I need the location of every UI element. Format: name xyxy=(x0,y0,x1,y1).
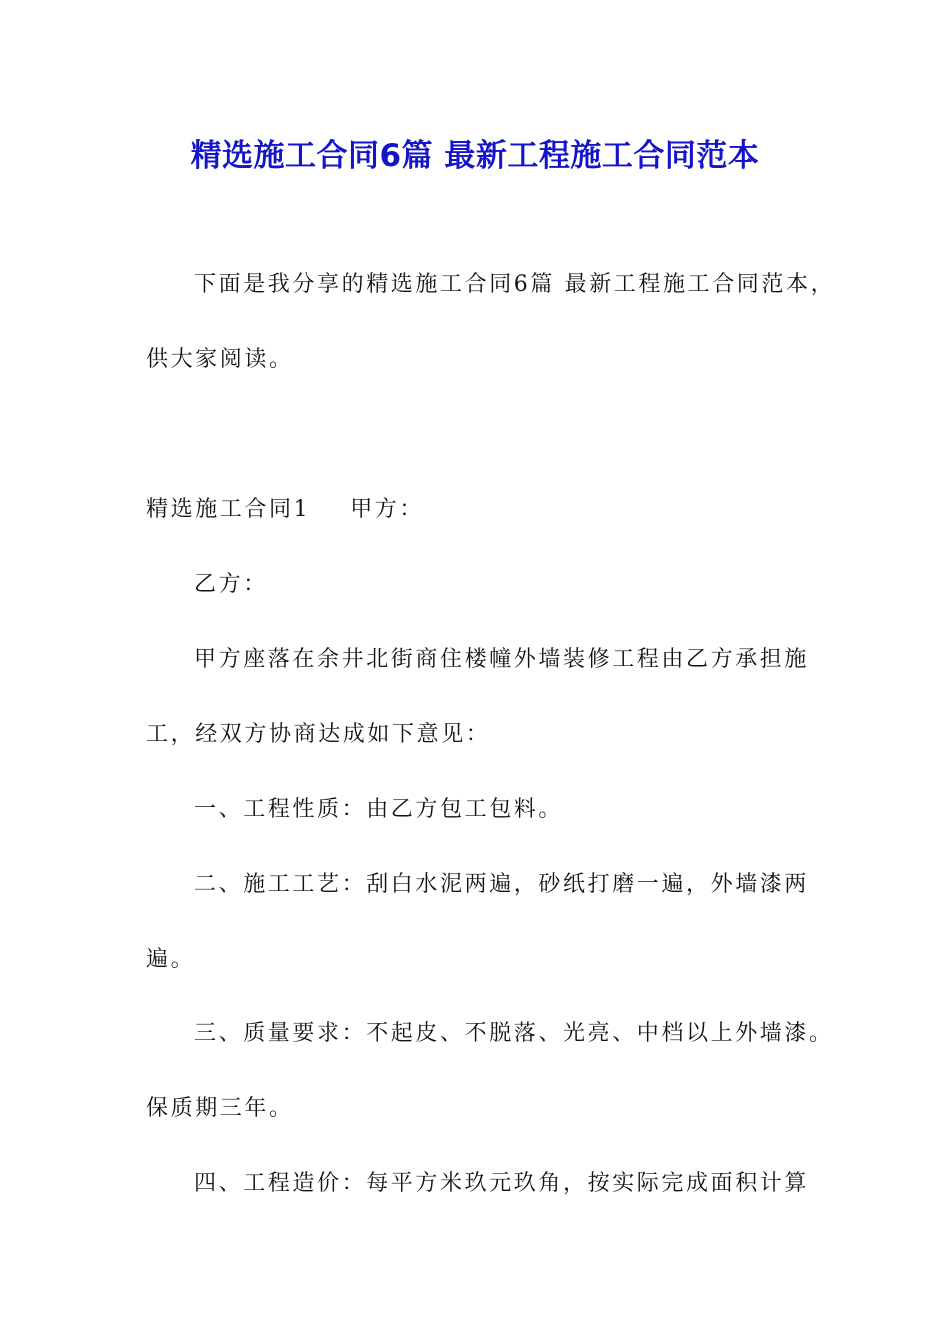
intro-line-2: 供大家阅读。 xyxy=(146,347,294,372)
item-3-line-1: 三、质量要求：不起皮、不脱落、光亮、中档以上外墙漆。 xyxy=(194,1021,834,1046)
section-heading-row xyxy=(146,495,424,525)
party-a-label: 甲方： xyxy=(350,497,425,522)
item-2-line-2: 遍。 xyxy=(146,947,196,972)
intro-line-1: 下面是我分享的精选施工合同6篇 最新工程施工合同范本， xyxy=(194,272,836,297)
section-heading: 精选施工合同1 xyxy=(146,497,311,522)
paragraph-1-line-1: 甲方座落在余井北街商住楼幢外墙装修工程由乙方承担施 xyxy=(194,647,810,672)
item-4-line-1: 四、工程造价：每平方米玖元玖角，按实际完成面积计算 xyxy=(194,1171,810,1196)
party-b-label: 乙方： xyxy=(194,572,268,597)
item-1: 一、工程性质：由乙方包工包料。 xyxy=(194,797,564,822)
document-title: 精选施工合同6篇 最新工程施工合同范本 xyxy=(190,138,760,174)
item-3-line-2: 保质期三年。 xyxy=(146,1096,294,1121)
item-2-line-1: 二、施工工艺：刮白水泥两遍，砂纸打磨一遍，外墙漆两 xyxy=(194,872,810,897)
paragraph-1-line-2: 工，经双方协商达成如下意见： xyxy=(146,722,491,747)
